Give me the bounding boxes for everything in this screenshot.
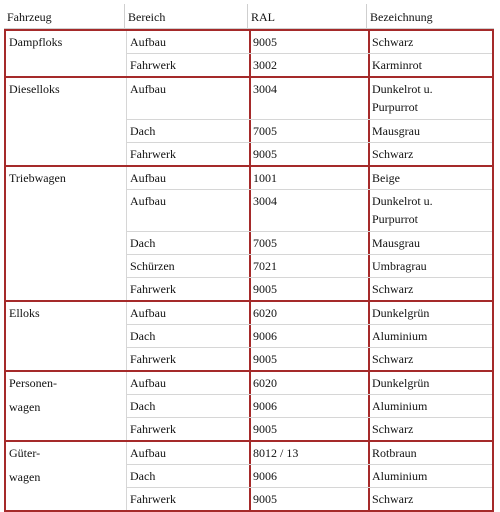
table-row — [6, 31, 492, 53]
bezeichnung-line: Dunkelrot u. — [372, 82, 433, 96]
cell-bezeichnung — [372, 169, 492, 187]
table-row — [6, 347, 492, 370]
table-row — [6, 189, 492, 231]
header-divider — [124, 4, 125, 28]
table-row — [6, 277, 492, 300]
cell-bezeichnung — [372, 122, 492, 140]
table-row — [6, 417, 492, 440]
cell-bereich: Dach — [130, 329, 156, 343]
cell-ral: 9005 — [253, 492, 277, 506]
cell-ral: 9005 — [253, 422, 277, 436]
table-row — [6, 394, 492, 417]
table-row — [6, 487, 492, 510]
cell-bereich: Aufbau — [130, 194, 166, 208]
bezeichnung-line: Aluminium — [372, 469, 428, 483]
header-bezeichnung: Bezeichnung — [370, 10, 433, 24]
cell-ral: 9005 — [253, 282, 277, 296]
vehicle-group — [6, 372, 492, 442]
header-fahrzeug: Fahrzeug — [7, 10, 52, 24]
table-body — [4, 29, 494, 512]
row-divider — [127, 277, 492, 278]
cell-ral: 8012 / 13 — [253, 446, 299, 460]
bezeichnung-line: Schwarz — [372, 35, 414, 49]
bezeichnung-line: Purpurrot — [372, 100, 418, 114]
cell-bezeichnung — [372, 192, 492, 228]
cell-bezeichnung — [372, 490, 492, 508]
row-divider — [127, 189, 492, 190]
cell-bereich: Aufbau — [130, 306, 166, 320]
bezeichnung-line: Schwarz — [372, 492, 414, 506]
cell-bereich: Schürzen — [130, 259, 175, 273]
row-divider — [127, 119, 492, 120]
row-divider — [127, 142, 492, 143]
bezeichnung-line: Beige — [372, 171, 400, 185]
cell-bereich: Dach — [130, 124, 156, 138]
vehicle-group — [6, 31, 492, 78]
cell-bezeichnung — [372, 444, 492, 462]
cell-ral: 6020 — [253, 306, 277, 320]
cell-bereich: Fahrwerk — [130, 58, 176, 72]
bezeichnung-line: Dunkelgrün — [372, 306, 430, 320]
header-ral: RAL — [251, 10, 275, 24]
vehicle-name-line: Dieselloks — [9, 82, 60, 96]
cell-bezeichnung — [372, 280, 492, 298]
row-divider — [127, 231, 492, 232]
row-divider — [127, 53, 492, 54]
vehicle-name-line: wagen — [9, 400, 41, 414]
cell-ral: 3002 — [253, 58, 277, 72]
cell-bezeichnung — [372, 145, 492, 163]
vehicle-group — [6, 78, 492, 167]
vehicle-group — [6, 167, 492, 302]
vehicle-name-line: Dampfloks — [9, 35, 63, 49]
row-divider — [127, 394, 492, 395]
ral-color-table — [4, 4, 494, 512]
vehicle-group — [6, 302, 492, 372]
bezeichnung-line: Rotbraun — [372, 446, 417, 460]
cell-ral: 9005 — [253, 35, 277, 49]
table-row — [6, 324, 492, 347]
table-row — [6, 53, 492, 76]
cell-bezeichnung — [372, 420, 492, 438]
bezeichnung-line: Mausgrau — [372, 236, 420, 250]
bezeichnung-line: Schwarz — [372, 352, 414, 366]
cell-bezeichnung — [372, 374, 492, 392]
row-divider — [127, 464, 492, 465]
cell-bereich: Fahrwerk — [130, 147, 176, 161]
cell-ral: 9005 — [253, 147, 277, 161]
header-divider — [366, 4, 367, 28]
cell-bezeichnung — [372, 350, 492, 368]
table-row — [6, 254, 492, 277]
bezeichnung-line: Schwarz — [372, 147, 414, 161]
cell-bezeichnung — [372, 304, 492, 322]
bezeichnung-line: Umbragrau — [372, 259, 427, 273]
cell-ral: 7005 — [253, 124, 277, 138]
cell-bereich: Aufbau — [130, 376, 166, 390]
cell-bezeichnung — [372, 397, 492, 415]
table-header — [4, 4, 494, 29]
cell-ral: 9006 — [253, 469, 277, 483]
header-divider — [247, 4, 248, 28]
cell-bezeichnung — [372, 234, 492, 252]
cell-bereich: Dach — [130, 399, 156, 413]
bezeichnung-line: Aluminium — [372, 399, 428, 413]
bezeichnung-line: Dunkelgrün — [372, 376, 430, 390]
bezeichnung-line: Schwarz — [372, 282, 414, 296]
table-row — [6, 464, 492, 487]
cell-bereich: Aufbau — [130, 35, 166, 49]
header-bereich: Bereich — [128, 10, 166, 24]
table-row — [6, 442, 492, 464]
table-row — [6, 167, 492, 189]
table-row — [6, 78, 492, 119]
cell-bereich: Aufbau — [130, 171, 166, 185]
cell-bereich: Fahrwerk — [130, 492, 176, 506]
vehicle-name-line: wagen — [9, 470, 41, 484]
cell-bereich: Aufbau — [130, 446, 166, 460]
bezeichnung-line: Karminrot — [372, 58, 422, 72]
row-divider — [127, 487, 492, 488]
cell-ral: 7005 — [253, 236, 277, 250]
row-divider — [127, 347, 492, 348]
cell-ral: 3004 — [253, 194, 277, 208]
cell-bereich: Fahrwerk — [130, 422, 176, 436]
cell-bereich: Dach — [130, 469, 156, 483]
cell-ral: 1001 — [253, 171, 277, 185]
table-row — [6, 231, 492, 254]
row-divider — [127, 254, 492, 255]
cell-bezeichnung — [372, 80, 492, 116]
vehicle-name-line: Personen- — [9, 376, 57, 390]
row-divider — [127, 417, 492, 418]
cell-bezeichnung — [372, 33, 492, 51]
row-divider — [127, 324, 492, 325]
table-row — [6, 302, 492, 324]
table-row — [6, 142, 492, 165]
cell-bezeichnung — [372, 257, 492, 275]
cell-bezeichnung — [372, 327, 492, 345]
vehicle-name-line: Elloks — [9, 306, 40, 320]
cell-ral: 6020 — [253, 376, 277, 390]
cell-ral: 3004 — [253, 82, 277, 96]
cell-bezeichnung — [372, 56, 492, 74]
table-row — [6, 119, 492, 142]
cell-bereich: Fahrwerk — [130, 282, 176, 296]
cell-ral: 9006 — [253, 329, 277, 343]
bezeichnung-line: Aluminium — [372, 329, 428, 343]
cell-bereich: Fahrwerk — [130, 352, 176, 366]
bezeichnung-line: Purpurrot — [372, 212, 418, 226]
cell-ral: 7021 — [253, 259, 277, 273]
bezeichnung-line: Schwarz — [372, 422, 414, 436]
cell-ral: 9005 — [253, 352, 277, 366]
bezeichnung-line: Dunkelrot u. — [372, 194, 433, 208]
cell-bezeichnung — [372, 467, 492, 485]
vehicle-name-line: Triebwagen — [9, 171, 66, 185]
vehicle-group — [6, 442, 492, 512]
bezeichnung-line: Mausgrau — [372, 124, 420, 138]
cell-bereich: Aufbau — [130, 82, 166, 96]
table-row — [6, 372, 492, 394]
vehicle-name-line: Güter- — [9, 446, 41, 460]
cell-bereich: Dach — [130, 236, 156, 250]
cell-ral: 9006 — [253, 399, 277, 413]
